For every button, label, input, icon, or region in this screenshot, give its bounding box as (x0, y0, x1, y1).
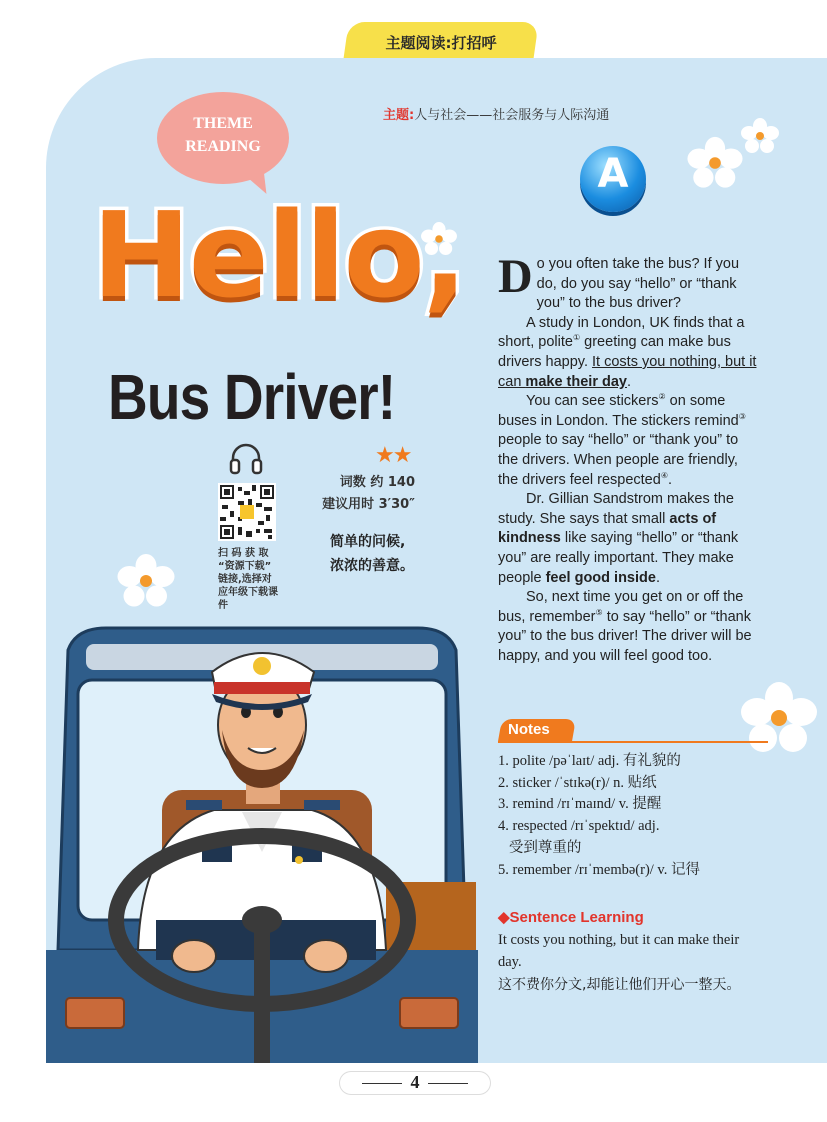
article-paragraph (498, 250, 762, 314)
article-text: o you often take the bus? If you do, do you say “hello” or “thank you” to the bus driver? (536, 256, 740, 312)
word-count: 词数 约 140 (339, 475, 415, 490)
scan-instructions: 扫 码 获 取 “资源下载” 链接,选择对应年级下载课件 (218, 548, 278, 611)
bus-driver-illustration (46, 620, 478, 1063)
badge-letter: A (597, 151, 629, 197)
article-text: to say “hello” or “thank you” to the bus driver! The driver will be happy, and you will feel good too. (498, 608, 752, 664)
article-text: Dr. Gillian Sandstrom makes the study. She says that small (498, 491, 734, 527)
title-bus-driver: Bus Driver! (108, 361, 396, 433)
header-tab-label: 主题阅读:打招呼 (385, 34, 497, 52)
notes-list (498, 751, 768, 881)
page-number: 4 (410, 1072, 420, 1092)
bubble-line-2: READING (185, 138, 261, 155)
footnote-mark: ① (572, 333, 581, 343)
note-item: 1. polite /pəˈlaɪt/ adj. 有礼貌的 (498, 753, 681, 769)
note-item: 5. remember /rɪˈmembə(r)/ v. 记得 (498, 861, 700, 878)
slogan-line-1: 简单的问候, (330, 534, 406, 550)
article-paragraph (498, 392, 762, 490)
footnote-mark: ② (658, 392, 666, 402)
article-paragraph (498, 490, 762, 588)
footnote-mark: ④ (660, 470, 668, 480)
flower-icon (738, 682, 820, 754)
bold-phrase: feel good inside (545, 569, 656, 586)
slogan (330, 530, 414, 578)
theme-value: 人与社会——社会服务与人际沟通 (414, 108, 610, 123)
notes-label: Notes (508, 721, 550, 738)
difficulty-stars: ★★ (375, 442, 411, 467)
sentence-learning-english: It costs you nothing, but it can make their day. (498, 932, 740, 970)
bold-phrase: acts of kindness (498, 510, 717, 547)
headphones-icon[interactable] (228, 440, 264, 476)
article-text: . (655, 569, 660, 586)
footnote-mark: ⑤ (595, 607, 603, 617)
article-text: people to say “hello” or “thank you” to the drivers. When people are friendly, the drivers feel respected (498, 432, 739, 488)
flower-icon (740, 118, 780, 154)
article-text: So, next time you get on or off the bus, remember (498, 589, 744, 625)
theme-line (383, 104, 609, 123)
article-text: A study in London, UK finds that a short, polite (498, 314, 745, 351)
article-text: like saying “hello” or “thank you” are really important. They make people (498, 530, 739, 586)
article-paragraph (498, 314, 762, 392)
article-paragraph (498, 588, 762, 666)
article-text: on some buses in London. The stickers remind (498, 393, 739, 429)
bold-phrase: make their day (525, 373, 627, 390)
article-text: greeting can make bus drivers happy. (498, 334, 731, 370)
note-item: 4. respected /rɪˈspektɪd/ adj. (498, 818, 660, 835)
qr-code-icon[interactable] (218, 483, 276, 541)
note-item: 2. sticker /ˈstɪkə(r)/ n. 贴纸 (498, 774, 657, 791)
note-item: 受到尊重的 (498, 839, 582, 856)
bubble-line-1: THEME (193, 115, 253, 132)
drop-cap: D (498, 250, 533, 303)
flower-icon (116, 554, 176, 608)
article-text: You can see stickers (526, 393, 659, 410)
footnote-mark: ③ (738, 411, 746, 421)
note-item: 3. remind /rɪˈmaɪnd/ v. 提醒 (498, 796, 662, 813)
sentence-learning-title: ◆Sentence Learning (498, 909, 644, 926)
flower-icon (686, 136, 744, 190)
theme-reading-label (157, 112, 289, 158)
suggested-time: 建议用时 3′30″ (322, 497, 415, 512)
reading-info (300, 472, 415, 516)
title-hello: Hello, (92, 186, 466, 324)
theme-key: 主题: (383, 108, 415, 123)
notes-divider (498, 741, 768, 743)
article-body (498, 250, 762, 666)
article-text: . (667, 471, 673, 488)
sentence-learning-chinese: 这不费你分文,却能让他们开心一整天。 (498, 977, 741, 993)
slogan-line-2: 浓浓的善意。 (330, 558, 414, 574)
article-text: It costs you nothing, but it can (498, 353, 757, 390)
article-text: . (626, 373, 632, 390)
